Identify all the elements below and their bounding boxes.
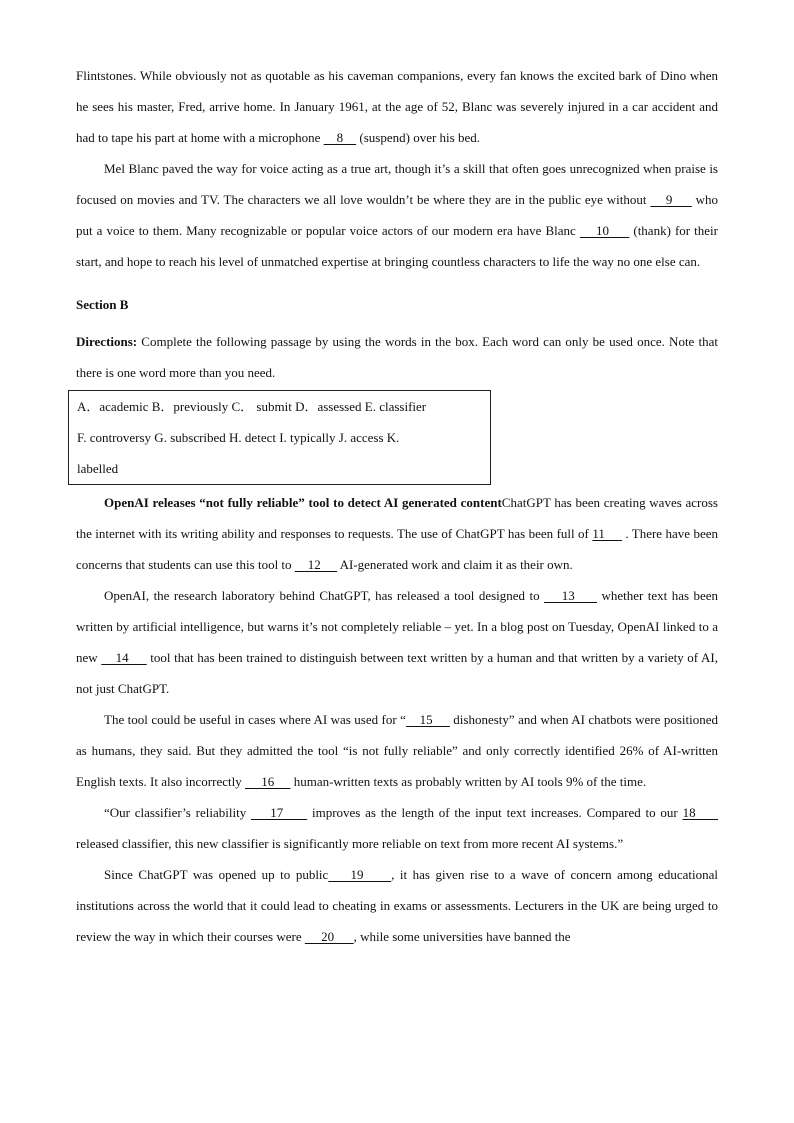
- paragraph-openai-intro: [76, 487, 718, 580]
- paragraph-tool-reliability: [76, 704, 718, 797]
- paragraph-blanc-accident: [76, 60, 718, 153]
- text: (suspend) over his bed.: [356, 130, 480, 145]
- paragraph-classifier-quote: [76, 797, 718, 859]
- document-page: [76, 60, 718, 952]
- blank-16[interactable]: 16: [244, 774, 291, 789]
- text: “Our classifier’s reliability: [104, 805, 251, 820]
- text: . There have been concerns that students can use this tool to: [76, 526, 718, 572]
- section-heading: Section B: [76, 297, 129, 312]
- text: The tool could be useful in cases where AI was used for “: [104, 712, 406, 727]
- text: AI-generated work and claim it as their own.: [337, 557, 573, 572]
- text: whether text has been written by artificial intelligence, but warns it’s not completely reliable – yet. In a blog post on Tuesday, OpenAI linked to a new: [76, 588, 719, 665]
- blank-14[interactable]: 14: [101, 650, 147, 665]
- text: ChatGPT has been creating waves across the internet with its writing ability and responses to requests. The use of ChatGPT has been full of: [76, 495, 718, 541]
- text: Since ChatGPT was opened up to public: [104, 867, 329, 882]
- paragraph-education-concern: [76, 859, 718, 952]
- blank-11[interactable]: 11: [592, 526, 622, 541]
- text: tool that has been trained to distinguish between text written by a human and that written by a variety of AI, not just ChatGPT.: [76, 650, 718, 696]
- directions-label: Directions:: [76, 334, 138, 349]
- word-box-line: labelled: [77, 461, 119, 476]
- text: (thank) for their start, and hope to reach his level of unmatched expertise at bringing countless characters to life the way no one else can.: [76, 223, 718, 269]
- blank-20[interactable]: 20: [304, 929, 354, 944]
- directions-text: Complete the following passage by using the words in the box. Each word can only be used once. Note that there is one word more than you need.: [76, 334, 718, 380]
- text: who put a voice to them. Many recognizable or popular voice actors of our modern era have Blanc: [76, 192, 719, 238]
- text: , while some universities have banned the: [353, 929, 571, 944]
- text: dishonesty” and when AI chatbots were positioned as humans, they said. But they admitted the tool “is not fully reliable” and only correctly identified 26% of AI-written English texts. It also incorrectly: [76, 712, 718, 789]
- blank-17[interactable]: 17: [251, 805, 308, 820]
- text: Flintstones. While obviously not as quotable as his caveman companions, every fan knows the excited bark of Dino when he sees his master, Fred, arrive home. In January 1961, at the age of 52, Blanc was severely injured in a car accident and had to tape his part at home with a microphone: [76, 68, 718, 145]
- blank-12[interactable]: 12: [294, 557, 338, 572]
- paragraph-voice-acting: [76, 153, 718, 277]
- blank-10[interactable]: 10: [579, 223, 630, 238]
- text: released classifier, this new classifier is significantly more reliable on text from more recent AI systems.”: [76, 836, 624, 851]
- blank-19[interactable]: 19: [328, 867, 392, 882]
- article-title: OpenAI releases “not fully reliable” tool to detect AI generated content: [104, 495, 502, 510]
- blank-18[interactable]: 18: [682, 805, 719, 820]
- text: , it has given rise to a wave of concern among educational institutions across the world that it could lead to cheating in exams or assessments. Lecturers in the UK are being urged to review the way in which their courses were: [76, 867, 719, 944]
- text: OpenAI, the research laboratory behind ChatGPT, has released a tool designed to: [104, 588, 545, 603]
- blank-8[interactable]: 8: [323, 130, 357, 145]
- text: improves as the length of the input text increases. Compared to our: [307, 805, 683, 820]
- directions: [76, 326, 718, 388]
- blank-15[interactable]: 15: [405, 712, 450, 727]
- word-box-line: F. controversy G. subscribed H. detect I. typically J. access K.: [77, 430, 400, 445]
- word-box-line: A．academic B．previously C． submit D．assessed E. classifier: [77, 399, 427, 414]
- text: human-written texts as probably written by AI tools 9% of the time.: [290, 774, 647, 789]
- blank-13[interactable]: 13: [544, 588, 598, 603]
- text: Mel Blanc paved the way for voice acting as a true art, though it’s a skill that often goes unrecognized when praise is focused on movies and TV. The characters we all love wouldn’t be where they are in the public eye without: [76, 161, 718, 207]
- paragraph-openai-tool: [76, 580, 718, 704]
- word-box: [68, 390, 491, 485]
- blank-9[interactable]: 9: [650, 192, 692, 207]
